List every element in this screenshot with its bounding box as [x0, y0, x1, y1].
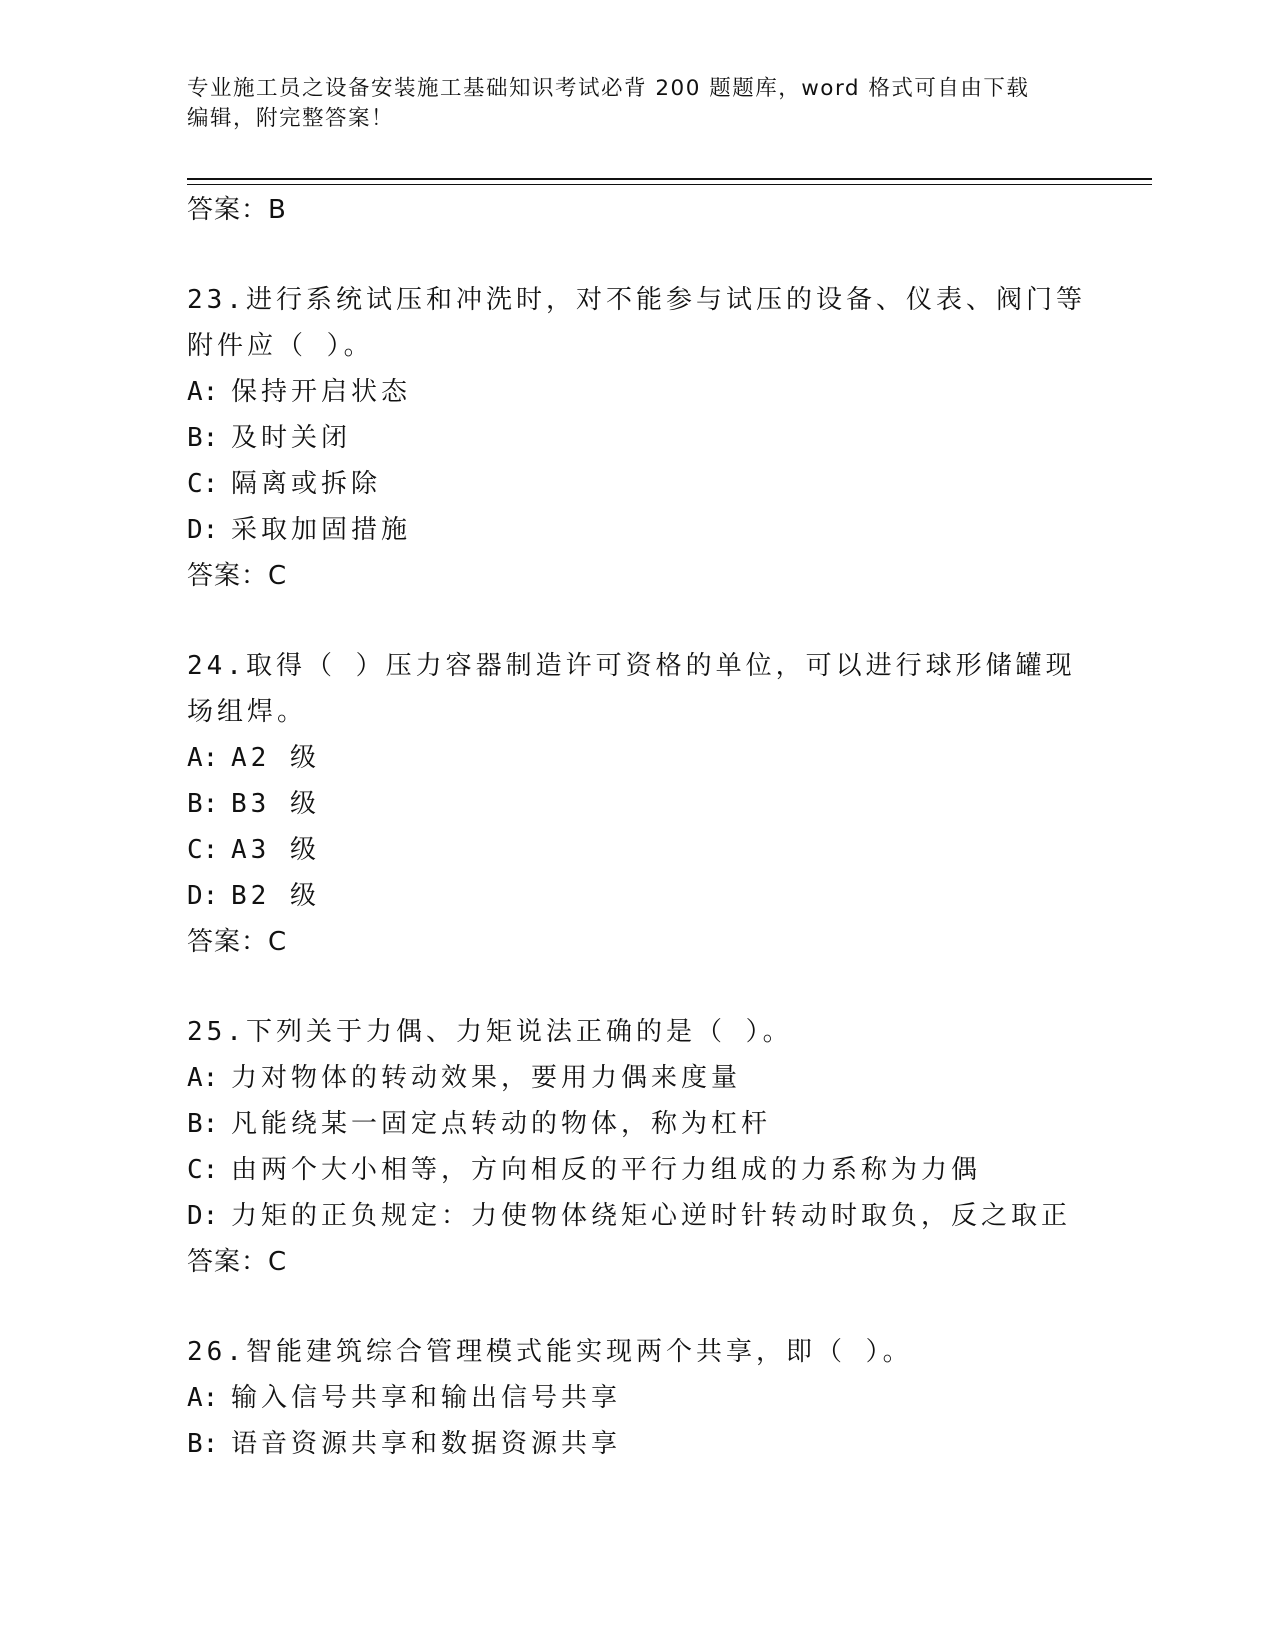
option-text: 力矩的正负规定：力使物体绕矩心逆时针转动时取负，反之取正 — [231, 1201, 1072, 1231]
header-divider-thick — [187, 178, 1152, 180]
answer-line: 答案：C — [187, 1247, 288, 1277]
option-b — [187, 781, 1087, 827]
question-26 — [187, 1329, 1087, 1467]
option-a — [187, 1375, 1087, 1421]
document-header — [187, 74, 1067, 134]
option-text: 语音资源共享和数据资源共享 — [231, 1429, 622, 1459]
option-b — [187, 415, 1087, 461]
question-text: 23.进行系统试压和冲洗时，对不能参与试压的设备、仪表、阀门等附件应（ ）。 — [187, 285, 1086, 361]
option-d — [187, 1193, 1087, 1239]
question-text: 24.取得（ ）压力容器制造许可资格的单位，可以进行球形储罐现场组焊。 — [187, 651, 1076, 727]
option-key: B: — [187, 423, 219, 453]
answer-line: 答案：C — [187, 927, 288, 957]
option-b — [187, 1101, 1087, 1147]
option-key: C: — [187, 835, 219, 865]
option-key: A: — [187, 1063, 219, 1093]
option-text: B2 级 — [231, 881, 320, 911]
question-23 — [187, 277, 1087, 599]
header-divider-thin — [187, 184, 1152, 185]
previous-answer: 答案：B — [187, 195, 287, 225]
option-key: A: — [187, 743, 219, 773]
question-text: 25.下列关于力偶、力矩说法正确的是（ ）。 — [187, 1017, 793, 1047]
question-24 — [187, 643, 1087, 965]
option-key: D: — [187, 881, 219, 911]
option-key: B: — [187, 1429, 219, 1459]
option-key: B: — [187, 1109, 219, 1139]
option-key: B: — [187, 789, 219, 819]
option-text: 保持开启状态 — [231, 377, 412, 407]
option-text: 凡能绕某一固定点转动的物体，称为杠杆 — [231, 1109, 772, 1139]
option-key: D: — [187, 515, 219, 545]
option-c — [187, 1147, 1087, 1193]
option-key: D: — [187, 1201, 219, 1231]
option-text: 采取加固措施 — [231, 515, 412, 545]
question-text: 26.智能建筑综合管理模式能实现两个共享，即（ ）。 — [187, 1337, 913, 1367]
option-key: C: — [187, 1155, 219, 1185]
header-line-1: 专业施工员之设备安装施工基础知识考试必背 200 题题库，word 格式可自由下载 — [187, 76, 1030, 101]
option-a — [187, 369, 1087, 415]
option-c — [187, 827, 1087, 873]
option-text: 力对物体的转动效果，要用力偶来度量 — [231, 1063, 742, 1093]
question-25 — [187, 1009, 1087, 1285]
header-line-2: 编辑，附完整答案！ — [187, 106, 395, 131]
option-d — [187, 507, 1087, 553]
option-text: B3 级 — [231, 789, 320, 819]
option-c — [187, 461, 1087, 507]
option-b — [187, 1421, 1087, 1467]
option-text: 由两个大小相等，方向相反的平行力组成的力系称为力偶 — [231, 1155, 982, 1185]
option-key: A: — [187, 377, 219, 407]
option-key: C: — [187, 469, 219, 499]
document-body — [187, 187, 1087, 1467]
option-d — [187, 873, 1087, 919]
option-key: A: — [187, 1383, 219, 1413]
option-text: 输入信号共享和输出信号共享 — [231, 1383, 622, 1413]
option-text: 及时关闭 — [231, 423, 352, 453]
option-text: A3 级 — [231, 835, 320, 865]
answer-line: 答案：C — [187, 561, 288, 591]
option-a — [187, 735, 1087, 781]
option-a — [187, 1055, 1087, 1101]
option-text: A2 级 — [231, 743, 320, 773]
option-text: 隔离或拆除 — [231, 469, 382, 499]
